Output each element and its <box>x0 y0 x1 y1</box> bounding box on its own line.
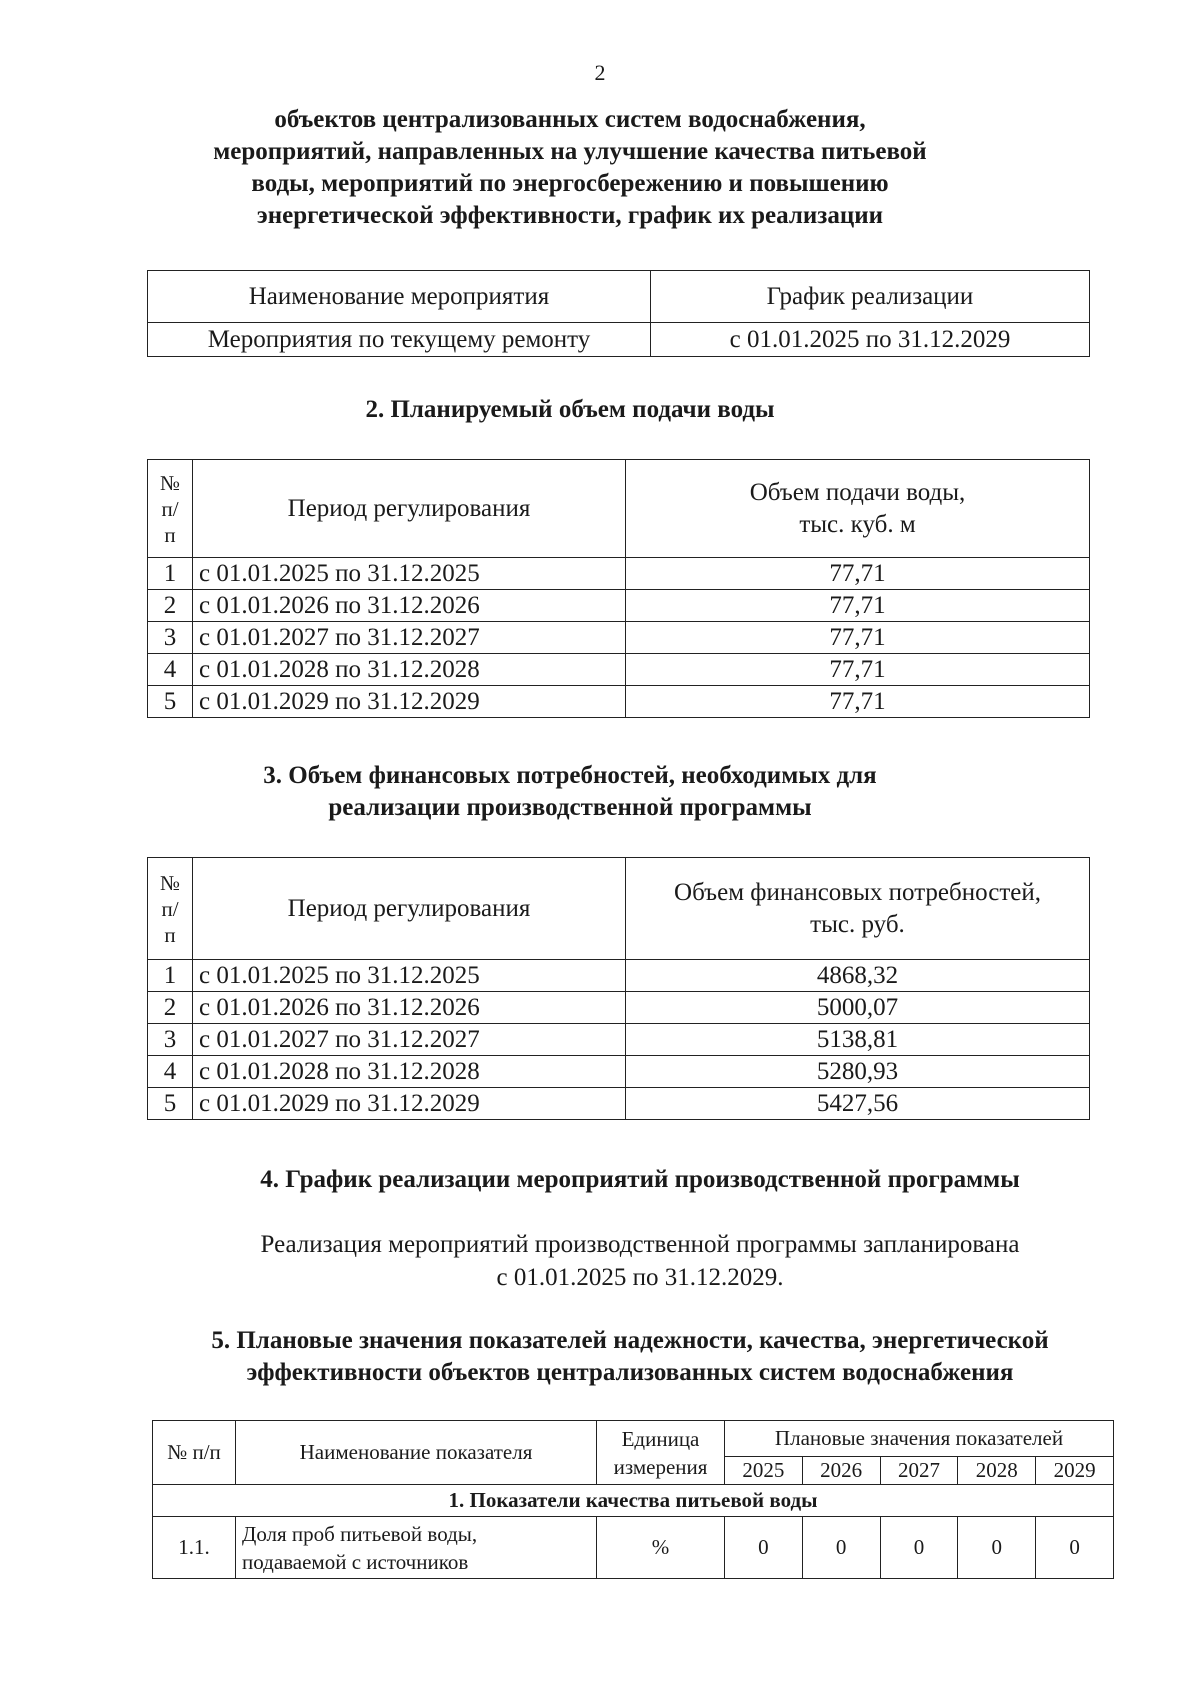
row-value: 77,71 <box>626 686 1090 718</box>
section1-title-line: мероприятий, направленных на улучшение качества питьевой <box>213 138 927 165</box>
table-row <box>148 992 1090 1024</box>
year-2029: 2029 <box>1036 1457 1114 1485</box>
row-value-2025: 0 <box>725 1517 803 1579</box>
row-period: с 01.01.2029 по 31.12.2029 <box>193 1088 626 1120</box>
row-value-2028: 0 <box>958 1517 1036 1579</box>
section1-title <box>130 104 1010 232</box>
table-row <box>148 654 1090 686</box>
row-period: с 01.01.2026 по 31.12.2026 <box>193 992 626 1024</box>
section4-text-line: с 01.01.2025 по 31.12.2029. <box>496 1264 784 1291</box>
row-num: 3 <box>148 622 193 654</box>
section1-title-line: воды, мероприятий по энергосбережению и повышению <box>251 170 889 197</box>
finance-header-period: Период регулирования <box>193 858 626 960</box>
table-row <box>148 558 1090 590</box>
section1-title-line: энергетической эффективности, график их реализации <box>256 202 884 229</box>
year-2026: 2026 <box>802 1457 880 1485</box>
indicators-header-unit <box>597 1421 725 1485</box>
table-row <box>148 1056 1090 1088</box>
row-value: 77,71 <box>626 622 1090 654</box>
row-num: 5 <box>148 686 193 718</box>
section4-text <box>140 1228 1140 1294</box>
header-unit-line: измерения <box>613 1454 708 1479</box>
table-row <box>148 1088 1090 1120</box>
header-num-line: № <box>159 470 181 495</box>
activity-schedule: с 01.01.2025 по 31.12.2029 <box>651 323 1090 357</box>
row-period: с 01.01.2025 по 31.12.2025 <box>193 960 626 992</box>
row-num: 4 <box>148 654 193 686</box>
indicators-header-plan: Плановые значения показателей <box>725 1421 1114 1457</box>
row-value-2027: 0 <box>880 1517 958 1579</box>
row-period: с 01.01.2027 по 31.12.2027 <box>193 622 626 654</box>
financial-table <box>147 857 1090 1120</box>
table-row <box>148 1024 1090 1056</box>
section5-title <box>130 1325 1130 1389</box>
indicators-header-name: Наименование показателя <box>236 1421 597 1485</box>
page-number: 2 <box>594 60 606 85</box>
header-value-line: Объем подачи воды, <box>749 478 966 506</box>
header-num-line: № <box>159 870 181 895</box>
row-period: с 01.01.2029 по 31.12.2029 <box>193 686 626 718</box>
section3-title <box>130 760 1010 824</box>
activities-header-name: Наименование мероприятия <box>148 271 651 323</box>
section3-title-line: 3. Объем финансовых потребностей, необходимых для <box>263 762 877 789</box>
row-period: с 01.01.2025 по 31.12.2025 <box>193 558 626 590</box>
table-row <box>148 622 1090 654</box>
row-num: 1 <box>148 558 193 590</box>
year-2025: 2025 <box>725 1457 803 1485</box>
row-value-2026: 0 <box>802 1517 880 1579</box>
row-num: 1 <box>148 960 193 992</box>
finance-header-value <box>626 858 1090 960</box>
indicators-table <box>152 1420 1114 1579</box>
row-value: 5280,93 <box>626 1056 1090 1088</box>
activities-table <box>147 270 1090 357</box>
section4-title: 4. График реализации мероприятий производственной программы <box>260 1166 1020 1193</box>
row-value: 5000,07 <box>626 992 1090 1024</box>
finance-header-num <box>148 858 193 960</box>
section4-text-line: Реализация мероприятий производственной программы запланирована <box>260 1231 1020 1258</box>
row-num: 4 <box>148 1056 193 1088</box>
indicators-header-num: № п/п <box>153 1421 236 1485</box>
row-period: с 01.01.2026 по 31.12.2026 <box>193 590 626 622</box>
row-value: 4868,32 <box>626 960 1090 992</box>
section3-title-line: реализации производственной программы <box>328 794 812 821</box>
water-header-value <box>626 460 1090 558</box>
activity-name: Мероприятия по текущему ремонту <box>148 323 651 357</box>
row-num: 3 <box>148 1024 193 1056</box>
row-value: 77,71 <box>626 654 1090 686</box>
row-num: 2 <box>148 992 193 1024</box>
section2-title: 2. Планируемый объем подачи воды <box>365 396 775 423</box>
water-header-num <box>148 460 193 558</box>
row-period: с 01.01.2028 по 31.12.2028 <box>193 1056 626 1088</box>
indicator-name-line: Доля проб питьевой воды, <box>242 1521 478 1546</box>
header-num-line: п <box>164 522 176 547</box>
row-value: 77,71 <box>626 558 1090 590</box>
row-unit: % <box>597 1517 725 1579</box>
indicators-group-title: 1. Показатели качества питьевой воды <box>153 1485 1114 1517</box>
indicator-name-line: подаваемой с источников <box>242 1549 469 1574</box>
row-value-2029: 0 <box>1036 1517 1114 1579</box>
table-row <box>148 960 1090 992</box>
activities-header-schedule: График реализации <box>651 271 1090 323</box>
section1-title-line: объектов централизованных систем водоснабжения, <box>274 106 866 133</box>
row-value: 77,71 <box>626 590 1090 622</box>
year-2027: 2027 <box>880 1457 958 1485</box>
section5-title-line: эффективности объектов централизованных систем водоснабжения <box>246 1359 1014 1386</box>
row-num: 2 <box>148 590 193 622</box>
row-value: 5138,81 <box>626 1024 1090 1056</box>
water-header-period: Период регулирования <box>193 460 626 558</box>
header-unit-line: Единица <box>621 1426 700 1451</box>
section5-title-line: 5. Плановые значения показателей надежности, качества, энергетической <box>211 1327 1049 1354</box>
year-2028: 2028 <box>958 1457 1036 1485</box>
header-value-line: тыс. руб. <box>810 910 905 938</box>
water-supply-table <box>147 459 1090 718</box>
header-num-line: п/ <box>161 896 179 921</box>
header-num-line: п <box>164 922 176 947</box>
header-value-line: тыс. куб. м <box>799 510 916 538</box>
row-indicator-name <box>236 1517 597 1579</box>
table-row <box>153 1517 1114 1579</box>
row-num: 5 <box>148 1088 193 1120</box>
row-period: с 01.01.2027 по 31.12.2027 <box>193 1024 626 1056</box>
header-num-line: п/ <box>161 496 179 521</box>
table-row <box>148 686 1090 718</box>
row-period: с 01.01.2028 по 31.12.2028 <box>193 654 626 686</box>
row-num: 1.1. <box>153 1517 236 1579</box>
row-value: 5427,56 <box>626 1088 1090 1120</box>
header-value-line: Объем финансовых потребностей, <box>674 878 1041 906</box>
table-row <box>148 590 1090 622</box>
table-row <box>148 323 1090 357</box>
